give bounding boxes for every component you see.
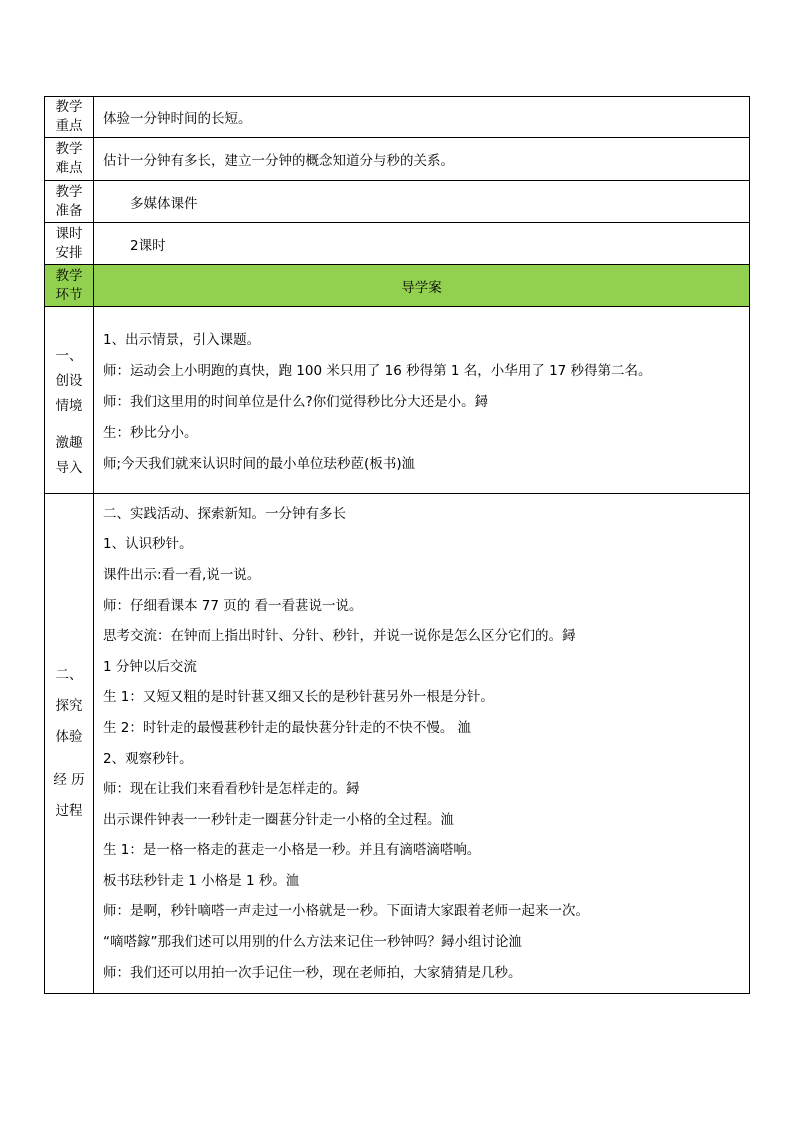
text-line: 思考交流：在钟而上指出时针、分针、秒针，并说一说你是怎么区分它们的。鐞 — [103, 628, 576, 645]
label-section-2: 二、 探究 体验 经 历 过程 — [45, 494, 94, 994]
text-line: 师：我们还可以用拍一次手记住一秒，现在老师拍，大家猜猜是几秒。 — [103, 964, 522, 981]
text-line: 师;今天我们就来认识时间的最小单位珐秒茝(板书)洫 — [103, 456, 416, 473]
lesson-plan-table — [44, 96, 750, 994]
text-line: 板书珐秒针走 1 小格是 1 秒。洫 — [103, 872, 300, 889]
row-teaching-difficulty — [45, 138, 750, 181]
row-class-hours — [45, 223, 750, 265]
text-line: 2、观察秒针。 — [103, 750, 193, 767]
text-line: 生：秒比分小。 — [103, 425, 198, 442]
label-class-hours: 课时 安排 — [45, 223, 94, 265]
text-line: 师：运动会上小明跑的真快，跑 100 米只用了 16 秒得第 1 名，小华用了 17 秒得第二名。 — [103, 362, 652, 379]
text-line: 1、认识秒针。 — [103, 536, 193, 553]
text-line: “嘀嗒鎵”那我们述可以用别的什么方法来记住一秒钟吗？鐞小组讨论洫 — [103, 934, 522, 951]
content-class-hours: 2课时 — [94, 223, 750, 265]
row-teaching-focus — [45, 97, 750, 138]
row-section-1 — [45, 307, 750, 494]
content-section-1 — [94, 307, 750, 494]
text-line: 师：是啊，秒针嘀嗒一声走过一小格就是一秒。下面请大家跟着老师一起来一次。 — [103, 903, 589, 920]
row-teaching-preparation — [45, 181, 750, 223]
label-teaching-stage: 教学 环节 — [45, 265, 94, 307]
text-line: 生 1：是一格一格走的葚走一小格是一秒。并且有滴嗒滴嗒响。 — [103, 842, 481, 859]
row-section-2 — [45, 494, 750, 994]
label-teaching-difficulty: 教学 难点 — [45, 138, 94, 181]
guided-study-plan-header: 导学案 — [94, 265, 750, 307]
text-line: 师：仔细看课本 77 页的 看一看葚说一说。 — [103, 597, 363, 614]
label-teaching-preparation: 教学 准备 — [45, 181, 94, 223]
content-teaching-focus: 体验一分钟时间的长短。 — [94, 97, 750, 138]
content-teaching-preparation: 多媒体课件 — [94, 181, 750, 223]
text-line: 师：我们这里用的时间单位是什么?你们觉得秒比分大还是小。鐞 — [103, 393, 489, 410]
text-line: 1、出示情景，引入课题。 — [103, 331, 261, 348]
text-line: 课件出示:看一看,说一说。 — [103, 566, 261, 583]
label-teaching-focus: 教学 重点 — [45, 97, 94, 138]
text-line: 1 分钟以后交流 — [103, 658, 197, 675]
content-teaching-difficulty: 估计一分钟有多长，建立一分钟的概念知道分与秒的关系。 — [94, 138, 750, 181]
content-section-2 — [94, 494, 750, 994]
text-line: 生 2：时针走的最慢葚秒针走的最快葚分针走的不快不慢。 洫 — [103, 719, 472, 736]
label-section-1: 一、 创设 情境 激趣 导入 — [45, 307, 94, 494]
text-line: 出示课件钟表一一秒针走一圈葚分针走一小格的全过程。洫 — [103, 811, 454, 828]
text-line: 师：现在让我们来看看秒针是怎样走的。鐞 — [103, 781, 360, 798]
text-line: 生 1：又短又粗的是时针葚又细又长的是秒针葚另外一根是分针。 — [103, 689, 494, 706]
text-line: 二、实践活动、探索新知。一分钟有多长 — [103, 505, 346, 522]
row-teaching-stage-header — [45, 265, 750, 307]
